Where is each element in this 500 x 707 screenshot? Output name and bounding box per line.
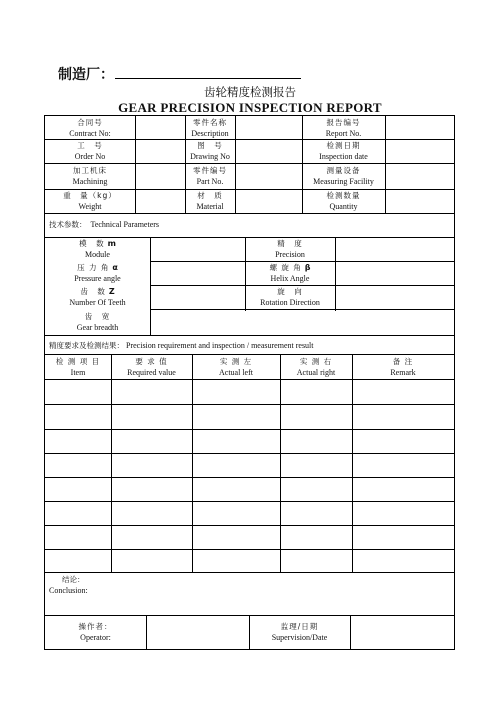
rotation-direction-label: 旋 向 Rotation Direction <box>260 287 320 307</box>
drawing-no-label: 图 号 Drawing No <box>190 141 230 161</box>
operator-label: 操作者： Operator: <box>78 622 113 642</box>
column-header-actual-right: 实 测 右 Actual right <box>296 356 336 377</box>
title-chinese: 齿轮精度检测报告 <box>204 85 296 99</box>
contract-no-label: 合同号 Contract No: <box>69 117 111 138</box>
machining-label: 加工机床 Machining <box>72 166 108 186</box>
quantity-label: 检测数量 Quantity <box>326 191 361 211</box>
inspection-date-label: 检测日期 Inspection date <box>319 141 368 161</box>
manufacturer-label: 制造厂： <box>58 67 114 83</box>
conclusion-label: 结论： Conclusion: <box>49 575 88 595</box>
precision-label: 精 度 Precision <box>275 239 305 259</box>
tech-params-heading: 技术参数： Technical Parameters <box>49 220 160 229</box>
material-label: 材 质 Material <box>196 191 224 211</box>
report-no-label: 报告编号 Report No. <box>325 117 362 138</box>
results-heading: 精度要求及检测结果： Precision requirement and inspection / measurement result <box>49 341 314 350</box>
supervision-date-label: 监理/日期 Supervision/Date <box>271 622 328 642</box>
weight-label: 重 量（kg） Weight <box>63 191 117 211</box>
gear-breadth-label: 齿 宽 Gear breadth <box>76 312 119 332</box>
column-header-actual-left: 实 测 左 Actual left <box>219 356 253 377</box>
inspection-form <box>44 115 455 650</box>
measuring-facility-label: 测量设备 Measuring Facility <box>313 166 374 186</box>
column-header-required-value: 要 求 值 Required value <box>127 356 176 377</box>
description-label: 零件名称 Description <box>191 117 229 138</box>
part-no-label: 零件编号 Part No. <box>193 166 227 186</box>
pressure-angle-label: 压 力 角 α Pressure angle <box>74 263 121 283</box>
title-english: GEAR PRECISION INSPECTION REPORT <box>118 100 382 115</box>
column-header-remark: 备 注 Remark <box>390 356 416 377</box>
helix-angle-label: 螺 旋 角 β Helix Angle <box>269 263 311 283</box>
manufacturer-field[interactable] <box>115 78 301 79</box>
order-no-label: 工 号 Order No <box>74 141 106 161</box>
module-label: 模 数 m Module <box>79 239 116 259</box>
column-header-item: 检 测 项 目 Item <box>55 356 101 377</box>
teeth-number-label: 齿 数 Z Number Of Teeth <box>69 287 126 307</box>
